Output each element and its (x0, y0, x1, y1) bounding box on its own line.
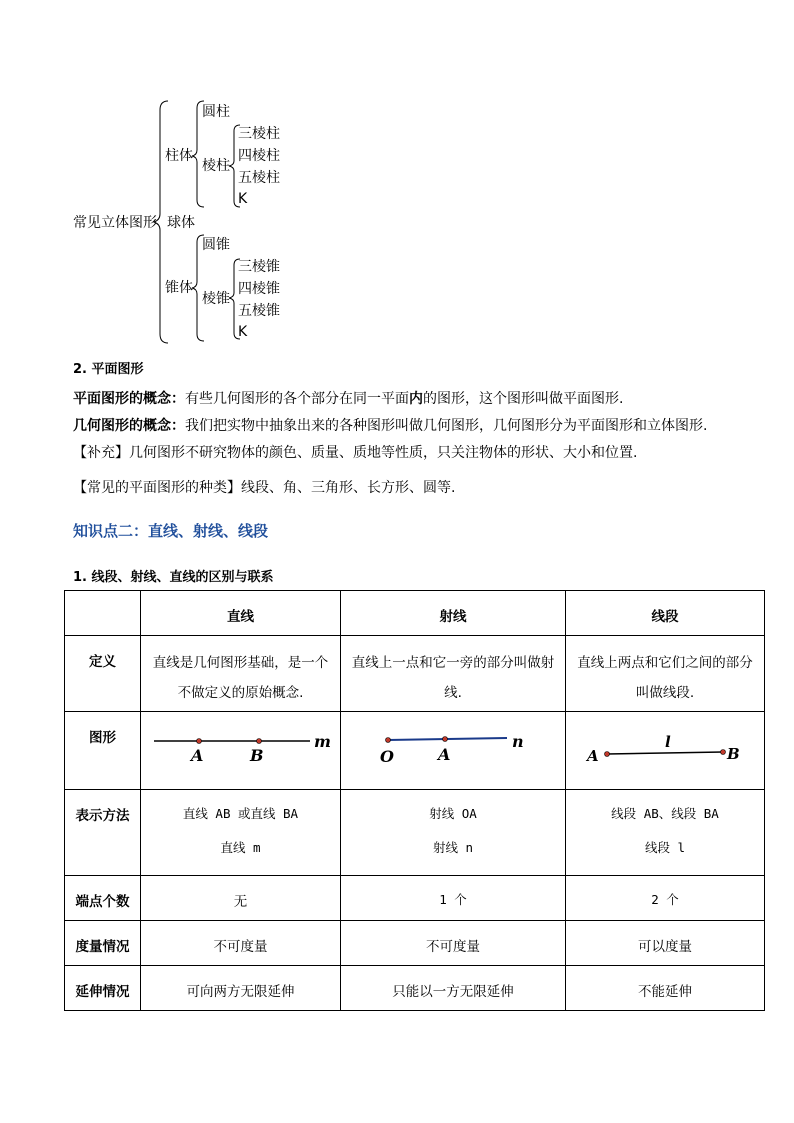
table-cell (566, 712, 765, 790)
supplement-paragraph: 【补充】几何图形不研究物体的颜色、质量、质地等性质，只关注物体的形状、大小和位置. (73, 445, 638, 461)
plane-concept-emphasis: 内 (409, 391, 423, 407)
table-cell (341, 636, 566, 712)
tree-sphere-label: 球体 (167, 215, 195, 231)
point-a (604, 752, 609, 757)
plane-concept-text-end: 的图形，这个图形叫做平面图形. (423, 391, 624, 407)
table-cell (341, 876, 566, 921)
comparison-table (64, 590, 765, 1011)
tree-pyramid-item: 五棱锥 (238, 303, 280, 319)
label-a: A (586, 747, 599, 765)
label-b: B (249, 746, 264, 765)
ray-notation-2: 射线 n (432, 840, 474, 855)
notation-label: 表示方法 (75, 808, 130, 824)
ray-endpoints: 1 个 (439, 892, 467, 907)
line-notation-1: 直线 AB 或直线 BA (182, 806, 299, 821)
ray-definition: 直线上一点和它一旁的部分叫做射线. (351, 655, 555, 701)
table-header-cell (141, 591, 341, 636)
endpoints-label: 端点个数 (75, 894, 130, 910)
table-cell (341, 921, 566, 966)
tree-prism-item: 三棱柱 (238, 126, 280, 142)
table-cell (141, 921, 341, 966)
table-header-cell (566, 591, 765, 636)
label-b: B (726, 745, 740, 763)
tree-prism-group-label: 柱体 (165, 148, 193, 164)
geometry-concept-paragraph (73, 415, 707, 435)
segment-endpoints: 2 个 (651, 892, 679, 907)
line-extend: 可向两方无限延伸 (186, 984, 295, 1000)
table-cell (141, 876, 341, 921)
line-definition: 直线是几何图形基础，是一个不做定义的原始概念. (152, 655, 329, 701)
table-cell (141, 790, 341, 876)
point-b (256, 739, 261, 744)
ray-extend: 只能以一方无限延伸 (392, 984, 514, 1000)
segment-extend: 不能延伸 (638, 984, 692, 1000)
geometry-concept-label: 几何图形的概念： (73, 418, 185, 434)
tree-root-label: 常见立体图形 (73, 215, 157, 231)
segment-notation-2: 线段 l (644, 840, 686, 855)
row-label (65, 966, 141, 1011)
table-cell (566, 876, 765, 921)
tree-cone-group-label: 锥体 (165, 280, 193, 296)
tree-prism-item: 四棱柱 (238, 148, 280, 164)
table-row (65, 876, 765, 921)
label-a: A (190, 746, 203, 765)
label-o: O (379, 747, 394, 766)
row-label (65, 876, 141, 921)
table-cell (141, 966, 341, 1011)
ray-figure (342, 712, 565, 782)
table-row (65, 921, 765, 966)
figure-label: 图形 (89, 730, 116, 746)
table-cell (566, 636, 765, 712)
ray-measure: 不可度量 (426, 939, 480, 955)
plane-concept-paragraph (73, 388, 623, 408)
segment-figure (567, 712, 764, 782)
table-cell (141, 712, 341, 790)
table-cell (341, 790, 566, 876)
common-types-paragraph: 【常见的平面图形的种类】线段、角、三角形、长方形、圆等. (73, 480, 456, 496)
segment-stroke (607, 752, 723, 754)
table-row (65, 966, 765, 1011)
knowledge-point-heading: 知识点二：直线、射线、线段 (73, 522, 269, 540)
tree-cone-label: 圆锥 (202, 237, 230, 253)
tree-pyramid-item: K (238, 324, 248, 340)
plane-concept-text: 有些几何图形的各个部分在同一平面 (185, 391, 409, 407)
line-endpoints: 无 (233, 894, 248, 910)
table-header-cell (65, 591, 141, 636)
definition-label: 定义 (89, 654, 116, 670)
point-b (720, 750, 725, 755)
segment-definition: 直线上两点和它们之间的部分叫做线段. (577, 655, 753, 701)
extend-label: 延伸情况 (75, 984, 130, 1000)
line-notation-2: 直线 m (220, 840, 261, 855)
line-measure: 不可度量 (213, 939, 268, 955)
row-label (65, 636, 141, 712)
ray-notation-1: 射线 OA (429, 806, 477, 821)
row-label (65, 921, 141, 966)
point-o (385, 738, 390, 743)
point-a (442, 737, 447, 742)
tree-prism-label: 棱柱 (202, 158, 230, 174)
table-cell (141, 636, 341, 712)
tree-pyramid-item: 三棱锥 (238, 259, 280, 275)
plane-concept-label: 平面图形的概念： (73, 391, 185, 407)
row-label (65, 712, 141, 790)
table-row (65, 636, 765, 712)
table-cell (341, 966, 566, 1011)
table-row (65, 712, 765, 790)
point-a (196, 739, 201, 744)
section-title: 2. 平面图形 (73, 362, 144, 377)
subsection-title: 1. 线段、射线、直线的区别与联系 (73, 570, 274, 585)
header-ray: 射线 (439, 609, 467, 625)
segment-notation-1: 线段 AB、线段 BA (611, 806, 719, 821)
label-n: n (511, 732, 524, 751)
table-cell (566, 790, 765, 876)
row-label (65, 790, 141, 876)
tree-pyramid-item: 四棱锥 (238, 281, 280, 297)
label-l: l (664, 733, 671, 751)
tree-prism-item: K (238, 191, 248, 207)
segment-measure: 可以度量 (638, 939, 692, 955)
table-header-row (65, 591, 765, 636)
label-m: m (313, 732, 331, 751)
header-segment: 线段 (651, 609, 679, 625)
table-cell (341, 712, 566, 790)
table-row (65, 790, 765, 876)
measure-label: 度量情况 (75, 939, 130, 955)
table-header-cell (341, 591, 566, 636)
table-cell (566, 966, 765, 1011)
line-figure (142, 712, 340, 782)
tree-prism-item: 五棱柱 (238, 170, 280, 186)
tree-pyramid-label: 棱锥 (202, 291, 230, 307)
header-line: 直线 (227, 609, 254, 625)
geometry-concept-text: 我们把实物中抽象出来的各种图形叫做几何图形，几何图形分为平面图形和立体图形. (185, 418, 708, 434)
label-a: A (437, 745, 450, 764)
table-cell (566, 921, 765, 966)
tree-cylinder-label: 圆柱 (202, 104, 230, 120)
